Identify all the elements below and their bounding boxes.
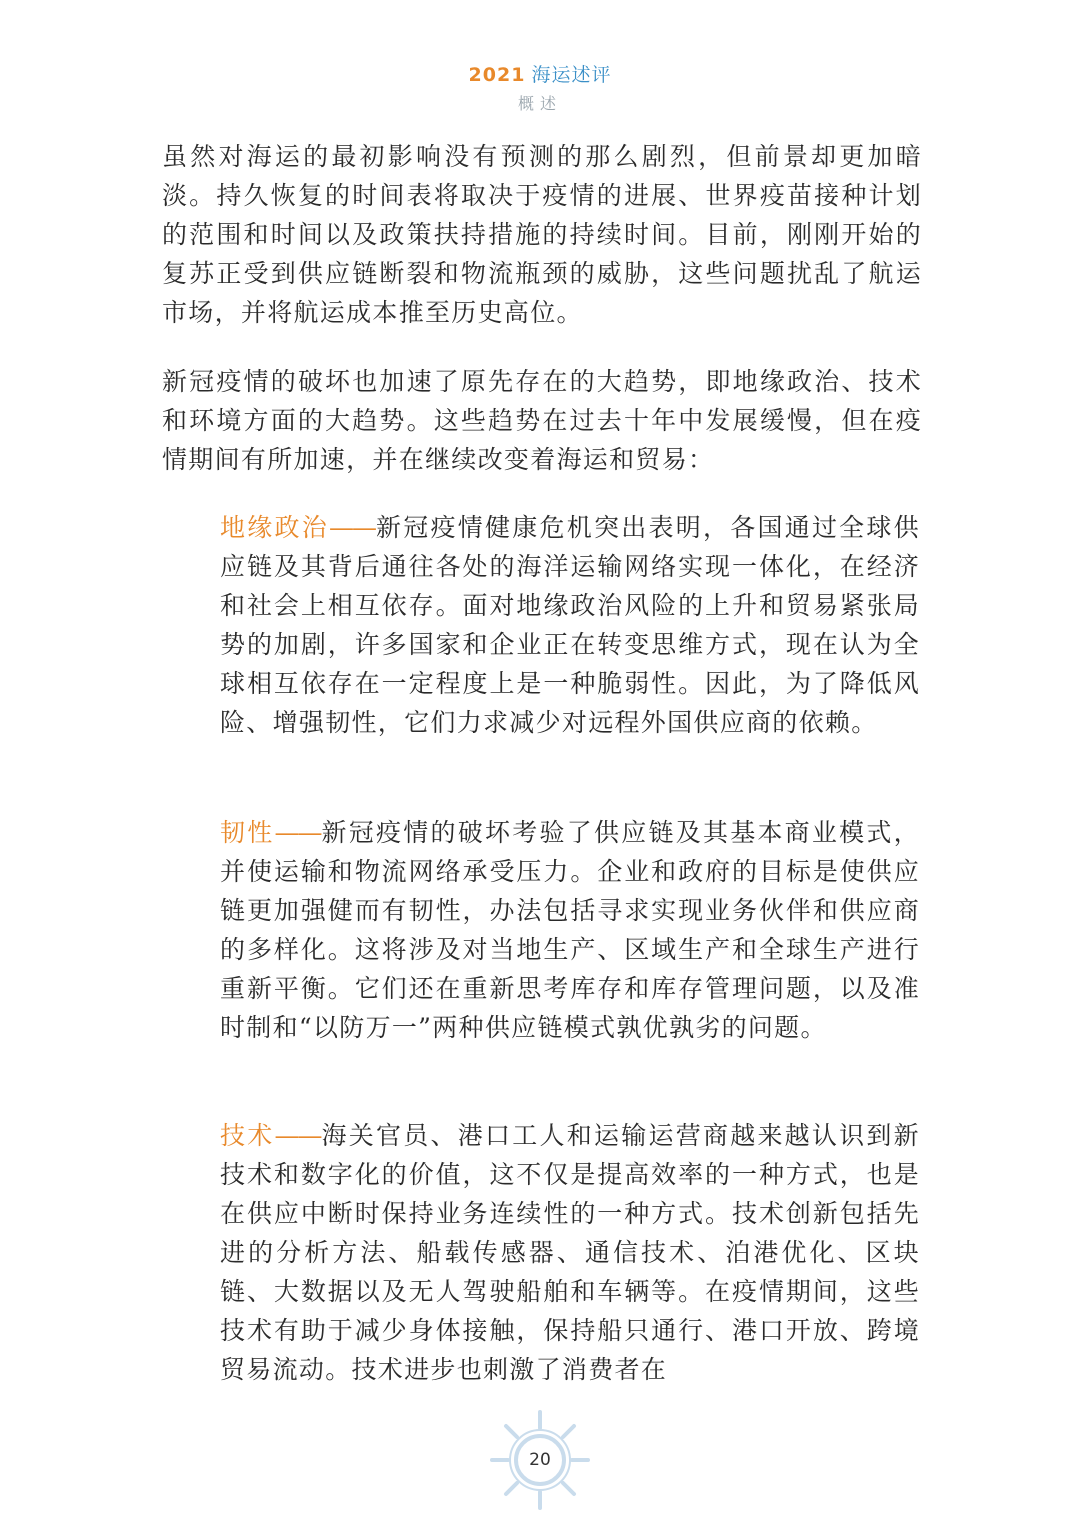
trend-paragraph-resilience [220, 813, 920, 1047]
page-footer [490, 1410, 590, 1510]
trend-term: 技术 [220, 1121, 275, 1150]
report-series-title: 海运述评 [531, 64, 612, 86]
trend-text: 海关官员、港口工人和运输运营商越来越认识到新技术和数字化的价值，这不仅是提高效率的一种方式，也是在供应中断时保持业务连续性的一种方式。技术创新包括先进的分析方法、船载传感器、通信技术、泊港优化、区块链、大数据以及无人驾驶船舶和车辆等。在疫情期间，这些技术有助于减少身体接触，保持船只通行、港口开放、跨境贸易流动。技术进步也刺激了消费者在 [220, 1121, 920, 1384]
em-dash: —— [274, 818, 321, 847]
trend-term: 地缘政治 [220, 513, 329, 542]
em-dash: —— [274, 1121, 321, 1150]
section-subtitle: 概述 [517, 94, 562, 113]
intro-paragraph-1: 虽然对海运的最初影响没有预测的那么剧烈，但前景却更加暗淡。持久恢复的时间表将取决于疫情的进展、世界疫苗接种计划的范围和时间以及政策扶持措施的持续时间。目前，刚刚开始的复苏正受到供应链断裂和物流瓶颈的威胁，这些问题扰乱了航运市场，并将航运成本推至历史高位。 [162, 142, 922, 327]
page-number: 20 [529, 1450, 551, 1470]
report-title [0, 60, 1080, 87]
trend-paragraph-technology [220, 1116, 920, 1389]
trend-text: 新冠疫情健康危机突出表明，各国通过全球供应链及其背后通往各处的海洋运输网络实现一体化，在经济和社会上相互依存。面对地缘政治风险的上升和贸易紧张局势的加剧，许多国家和企业正在转变思维方式，现在认为全球相互依存在一定程度上是一种脆弱性。因此，为了降低风险、增强韧性，它们力求减少对远程外国供应商的依赖。 [220, 513, 920, 737]
trend-paragraph-geopolitics [220, 508, 920, 742]
trend-text: 新冠疫情的破坏考验了供应链及其基本商业模式，并使运输和物流网络承受压力。企业和政府的目标是使供应链更加强健而有韧性，办法包括寻求实现业务伙伴和供应商的多样化。这将涉及对当地生产、区域生产和全球生产进行重新平衡。它们还在重新思考库存和库存管理问题，以及准时制和“以防万一”两种供应链模式孰优孰劣的问题。 [220, 818, 920, 1042]
page-header [0, 60, 1080, 114]
report-year: 2021 [468, 64, 526, 86]
intro-paragraph-2: 新冠疫情的破坏也加速了原先存在的大趋势，即地缘政治、技术和环境方面的大趋势。这些趋势在过去十年中发展缓慢，但在疫情期间有所加速，并在继续改变着海运和贸易： [162, 367, 922, 474]
em-dash: —— [329, 513, 375, 542]
trend-term: 韧性 [220, 818, 275, 847]
